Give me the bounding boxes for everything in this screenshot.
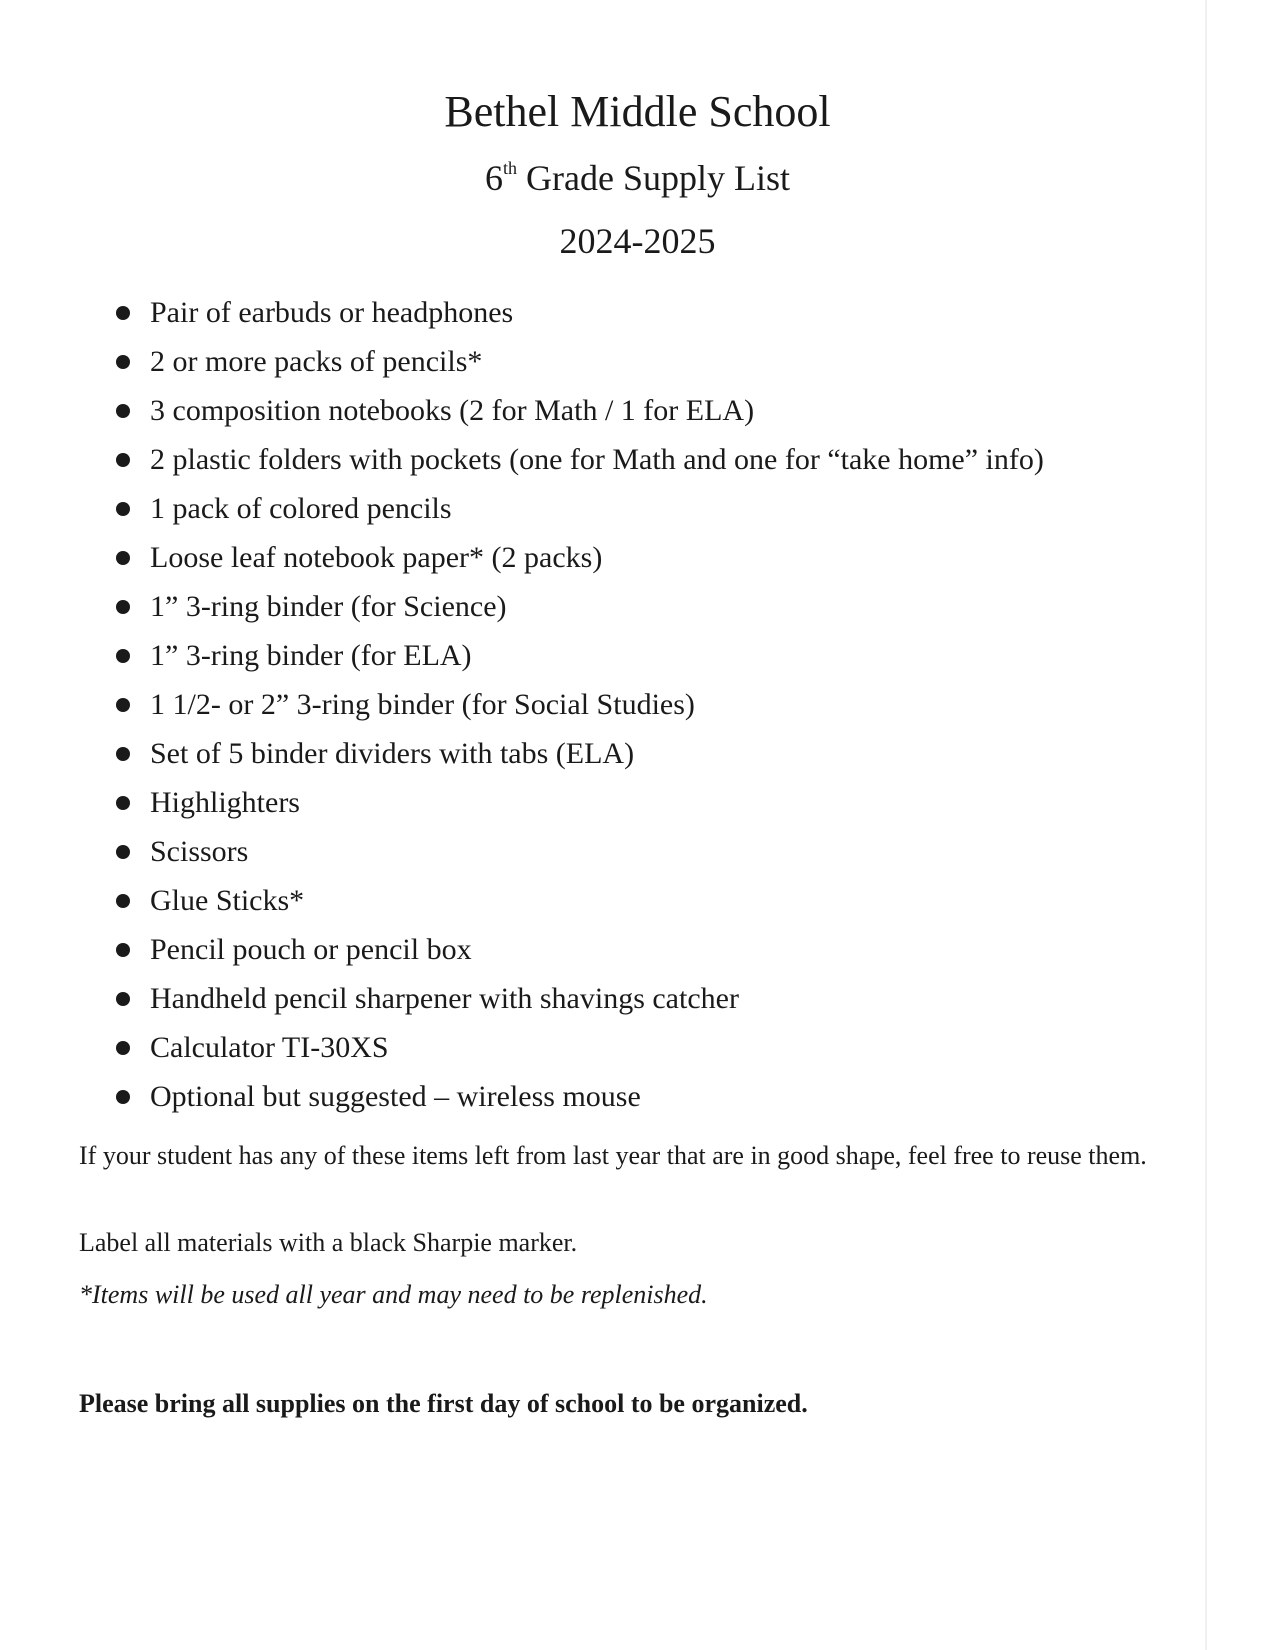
list-item-text: 3 composition notebooks (2 for Math / 1 for ELA): [150, 394, 755, 427]
list-item: [116, 1023, 1044, 1072]
school-year: 2024-2025: [559, 221, 716, 261]
subtitle-text: Grade Supply List: [517, 158, 790, 198]
list-item-text: 1” 3-ring binder (for Science): [150, 590, 507, 623]
list-item-text: Scissors: [150, 835, 249, 868]
school-title: Bethel Middle School: [444, 87, 831, 136]
list-item: [116, 484, 1044, 533]
list-item-text: Highlighters: [150, 786, 300, 819]
list-item-text: 2 plastic folders with pockets (one for Math and one for “take home” info): [150, 443, 1044, 476]
grade-suffix: th: [503, 158, 518, 178]
bullet-icon: [116, 1041, 130, 1055]
bullet-icon: [116, 600, 130, 614]
bullet-icon: [116, 698, 130, 712]
bullet-icon: [116, 1090, 130, 1104]
list-item: [116, 778, 1044, 827]
bullet-icon: [116, 894, 130, 908]
bullet-icon: [116, 649, 130, 663]
list-item-text: Loose leaf notebook paper* (2 packs): [150, 541, 603, 574]
supply-list: [116, 288, 1044, 1121]
replenish-footnote: *Items will be used all year and may need to be replenished.: [79, 1280, 708, 1309]
bullet-icon: [116, 943, 130, 957]
list-item: [116, 974, 1044, 1023]
list-item-text: 1 1/2- or 2” 3-ring binder (for Social Studies): [150, 688, 695, 721]
list-item: [116, 827, 1044, 876]
list-item: [116, 435, 1044, 484]
list-item: [116, 876, 1044, 925]
bullet-icon: [116, 355, 130, 369]
list-item-text: Set of 5 binder dividers with tabs (ELA): [150, 737, 635, 770]
list-item: [116, 533, 1044, 582]
bullet-icon: [116, 551, 130, 565]
list-item: [116, 288, 1044, 337]
bullet-icon: [116, 796, 130, 810]
list-item: [116, 729, 1044, 778]
document-header: [0, 82, 1275, 263]
bring-supplies-note: Please bring all supplies on the first day of school to be organized.: [79, 1389, 808, 1418]
list-item: [116, 680, 1044, 729]
bullet-icon: [116, 404, 130, 418]
bullet-icon: [116, 992, 130, 1006]
grade-number: 6: [485, 158, 503, 198]
list-item: [116, 1072, 1044, 1121]
bullet-icon: [116, 453, 130, 467]
list-item-text: Handheld pencil sharpener with shavings catcher: [150, 982, 739, 1015]
list-item-text: Pencil pouch or pencil box: [150, 933, 472, 966]
list-item-text: Calculator TI-30XS: [150, 1031, 389, 1064]
bullet-icon: [116, 306, 130, 320]
list-item: [116, 386, 1044, 435]
list-item-text: 1” 3-ring binder (for ELA): [150, 639, 472, 672]
list-item-text: Optional but suggested – wireless mouse: [150, 1080, 641, 1113]
list-item-text: Glue Sticks*: [150, 884, 305, 917]
bullet-icon: [116, 845, 130, 859]
bullet-icon: [116, 747, 130, 761]
bullet-icon: [116, 502, 130, 516]
list-item: [116, 337, 1044, 386]
supply-list-subtitle: [0, 156, 1275, 200]
reuse-note: If your student has any of these items left from last year that are in good shape, feel free to reuse them.: [79, 1141, 1147, 1170]
list-item-text: Pair of earbuds or headphones: [150, 296, 514, 329]
list-item: [116, 925, 1044, 974]
list-item: [116, 582, 1044, 631]
list-item-text: 1 pack of colored pencils: [150, 492, 452, 525]
list-item: [116, 631, 1044, 680]
list-item-text: 2 or more packs of pencils*: [150, 345, 483, 378]
label-note: Label all materials with a black Sharpie marker.: [79, 1228, 578, 1257]
